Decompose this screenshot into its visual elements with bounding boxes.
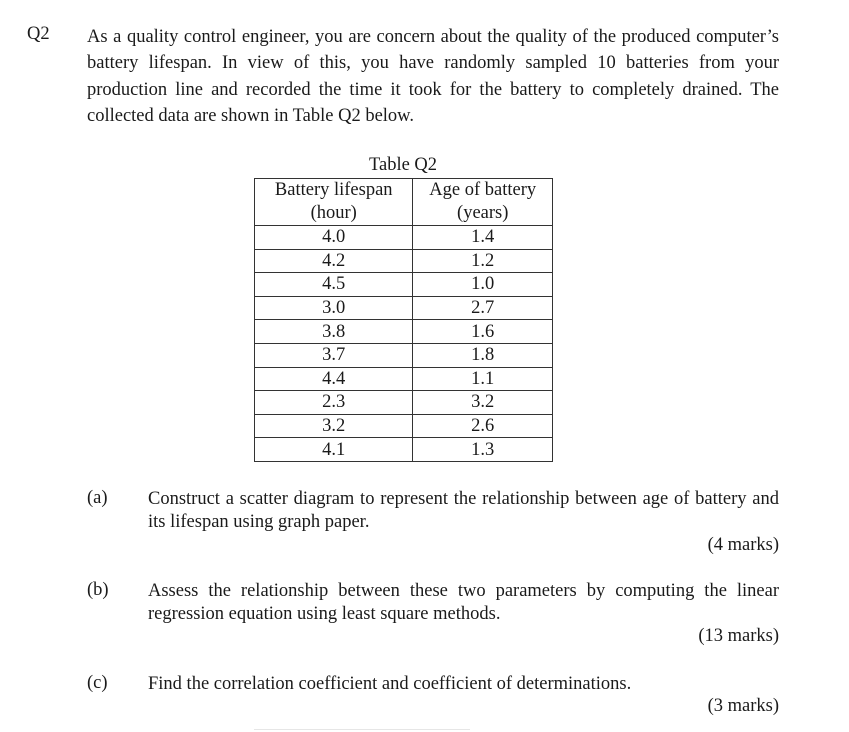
question-intro: As a quality control engineer, you are concern about the quality of the produced computer’s battery lifespan. In view of this, you have randomly sampled 10 batteries from your production line and recorded the time it took for the battery to completely drained. The collected data are shown in Table Q2 below.	[87, 27, 779, 126]
age-cell: 1.1	[413, 367, 553, 391]
part-a-marks: (4 marks)	[707, 535, 779, 555]
table-row	[255, 273, 553, 297]
part-c-marks: (3 marks)	[707, 696, 779, 716]
part-b-text: Assess the relationship between these two parameters by computing the linear regression equation using least square methods.	[148, 581, 779, 624]
age-cell: 2.7	[413, 296, 553, 320]
part-c-label: (c)	[87, 673, 108, 693]
age-cell: 1.0	[413, 273, 553, 297]
header-age-of-battery	[413, 179, 553, 226]
lifespan-cell: 2.3	[255, 391, 413, 415]
data-table	[254, 178, 553, 462]
part-a-label: (a)	[87, 488, 108, 508]
lifespan-cell: 4.5	[255, 273, 413, 297]
table-row	[255, 367, 553, 391]
table-row	[255, 320, 553, 344]
lifespan-cell: 4.2	[255, 249, 413, 273]
lifespan-cell: 4.4	[255, 367, 413, 391]
page-divider	[254, 729, 470, 730]
part-b-marks: (13 marks)	[698, 626, 779, 646]
part-c-text: Find the correlation coefficient and coefficient of determinations.	[148, 674, 632, 694]
table-row	[255, 249, 553, 273]
lifespan-cell: 4.1	[255, 438, 413, 462]
age-cell: 1.6	[413, 320, 553, 344]
header-unit: (hour)	[310, 203, 357, 223]
age-cell: 2.6	[413, 414, 553, 438]
lifespan-cell: 3.8	[255, 320, 413, 344]
table-row	[255, 226, 553, 250]
table-row	[255, 391, 553, 415]
header-battery-lifespan	[255, 179, 413, 226]
lifespan-cell: 4.0	[255, 226, 413, 250]
table-header-row	[255, 179, 553, 226]
header-line: Age of battery	[429, 180, 537, 200]
table-row	[255, 296, 553, 320]
lifespan-cell: 3.7	[255, 343, 413, 367]
age-cell: 1.2	[413, 249, 553, 273]
part-a-text: Construct a scatter diagram to represent the relationship between age of battery and its lifespan using graph paper.	[148, 489, 779, 532]
age-cell: 1.4	[413, 226, 553, 250]
lifespan-cell: 3.0	[255, 296, 413, 320]
table-row	[255, 343, 553, 367]
header-unit: (years)	[457, 203, 509, 223]
age-cell: 3.2	[413, 391, 553, 415]
part-b-label: (b)	[87, 580, 109, 600]
table-caption: Table Q2	[368, 155, 438, 175]
lifespan-cell: 3.2	[255, 414, 413, 438]
age-cell: 1.3	[413, 438, 553, 462]
table-row	[255, 438, 553, 462]
age-cell: 1.8	[413, 343, 553, 367]
question-number: Q2	[27, 24, 50, 44]
table-row	[255, 414, 553, 438]
header-line: Battery lifespan	[274, 180, 393, 200]
